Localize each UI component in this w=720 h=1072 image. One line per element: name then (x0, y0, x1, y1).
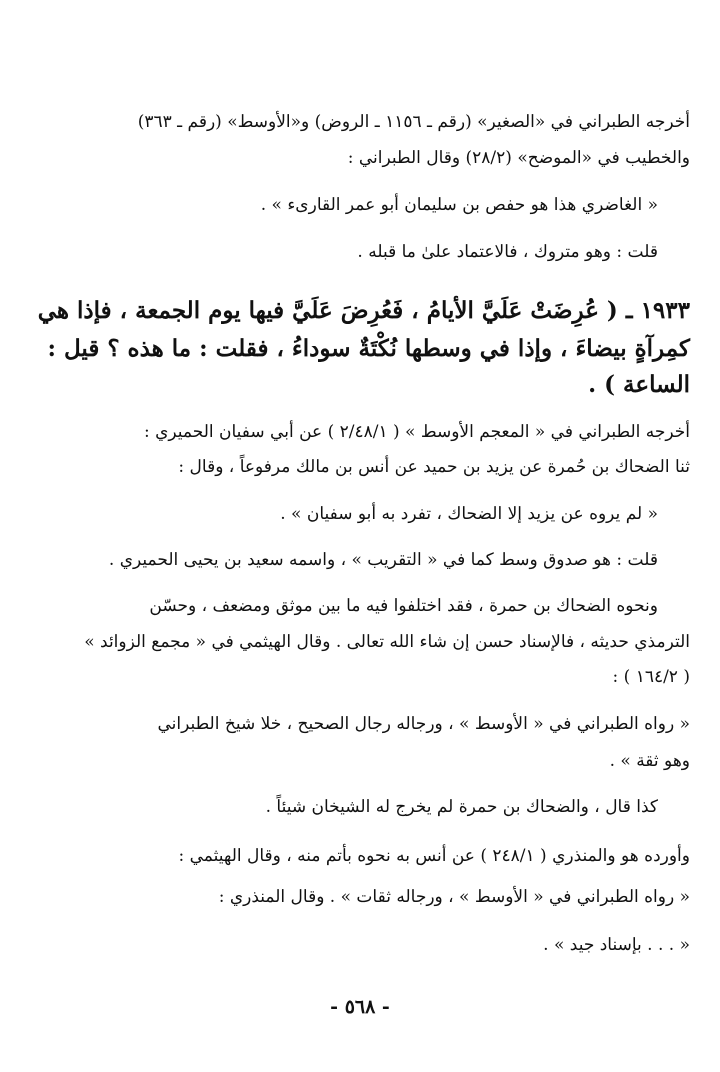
text-line: أخرجه الطبراني في « المعجم الأوسط » ( ٢/٤٨/١ ) عن أبي سفيان الحميري : (143, 422, 690, 442)
quote-line: وهو ثقة » . (609, 751, 690, 771)
text-line: والخطيب في «الموضح» (٢٨/٢) وقال الطبراني : (347, 148, 690, 168)
text-line: ثنا الضحاك بن حُمرة عن يزيد بن حميد عن أنس بن مالك مرفوعاً ، وقال : (178, 457, 690, 477)
quote-line: « الغاضري هذا هو حفص بن سليمان أبو عمر القارىء » . (260, 195, 658, 215)
text-line: قلت : وهو متروك ، فالاعتماد علىٰ ما قبله . (357, 242, 658, 262)
quote-line: « رواه الطبراني في « الأوسط » ، ورجاله ثقات » . وقال المنذري : (218, 887, 690, 907)
text-line: ( ١٦٤/٢ ) : (612, 667, 690, 687)
text-line: وأورده هو والمنذري ( ٢٤٨/١ ) عن أنس به نحوه بأتم منه ، وقال الهيثمي : (178, 846, 690, 866)
page-number: - ٥٦٨ - (330, 996, 390, 1018)
quote-line: « . . . بإسناد جيد » . (543, 935, 690, 955)
text-line: الترمذي حديثه ، فالإسناد حسن إن شاء الله تعالى . وقال الهيثمي في « مجمع الزوائد » (84, 632, 690, 652)
text-line: أخرجه الطبراني في «الصغير» (رقم ـ ١١٥٦ ـ الروض) و«الأوسط» (رقم ـ ٣٦٣) (137, 112, 690, 132)
quote-line: « لم يروه عن يزيد إلا الضحاك ، تفرد به أبو سفيان » . (280, 504, 658, 524)
text-line: كذا قال ، والضحاك بن حمرة لم يخرج له الشيخان شيئاً . (265, 797, 658, 817)
quote-line: « رواه الطبراني في « الأوسط » ، ورجاله رجال الصحيح ، خلا شيخ الطبراني (157, 714, 690, 734)
hadith-heading-line: كمِرآةٍ بيضاءَ ، وإذا في وسطها نُكْتَةٌ سوداءُ ، فقلت : ما هذه ؟ قيل : (47, 335, 690, 362)
text-line: قلت : هو صدوق وسط كما في « التقريب » ، واسمه سعيد بن يحيى الحميري . (108, 550, 658, 570)
text-line: ونحوه الضحاك بن حمرة ، فقد اختلفوا فيه ما بين موثق ومضعف ، وحسّن (149, 596, 658, 616)
hadith-heading-line: الساعة ) . (588, 371, 690, 398)
hadith-heading-line: ١٩٣٣ ـ ( عُرِضَتْ عَلَيَّ الأيامُ ، فَعُرِضَ عَلَيَّ فيها يوم الجمعة ، فإذا هي (37, 297, 690, 324)
